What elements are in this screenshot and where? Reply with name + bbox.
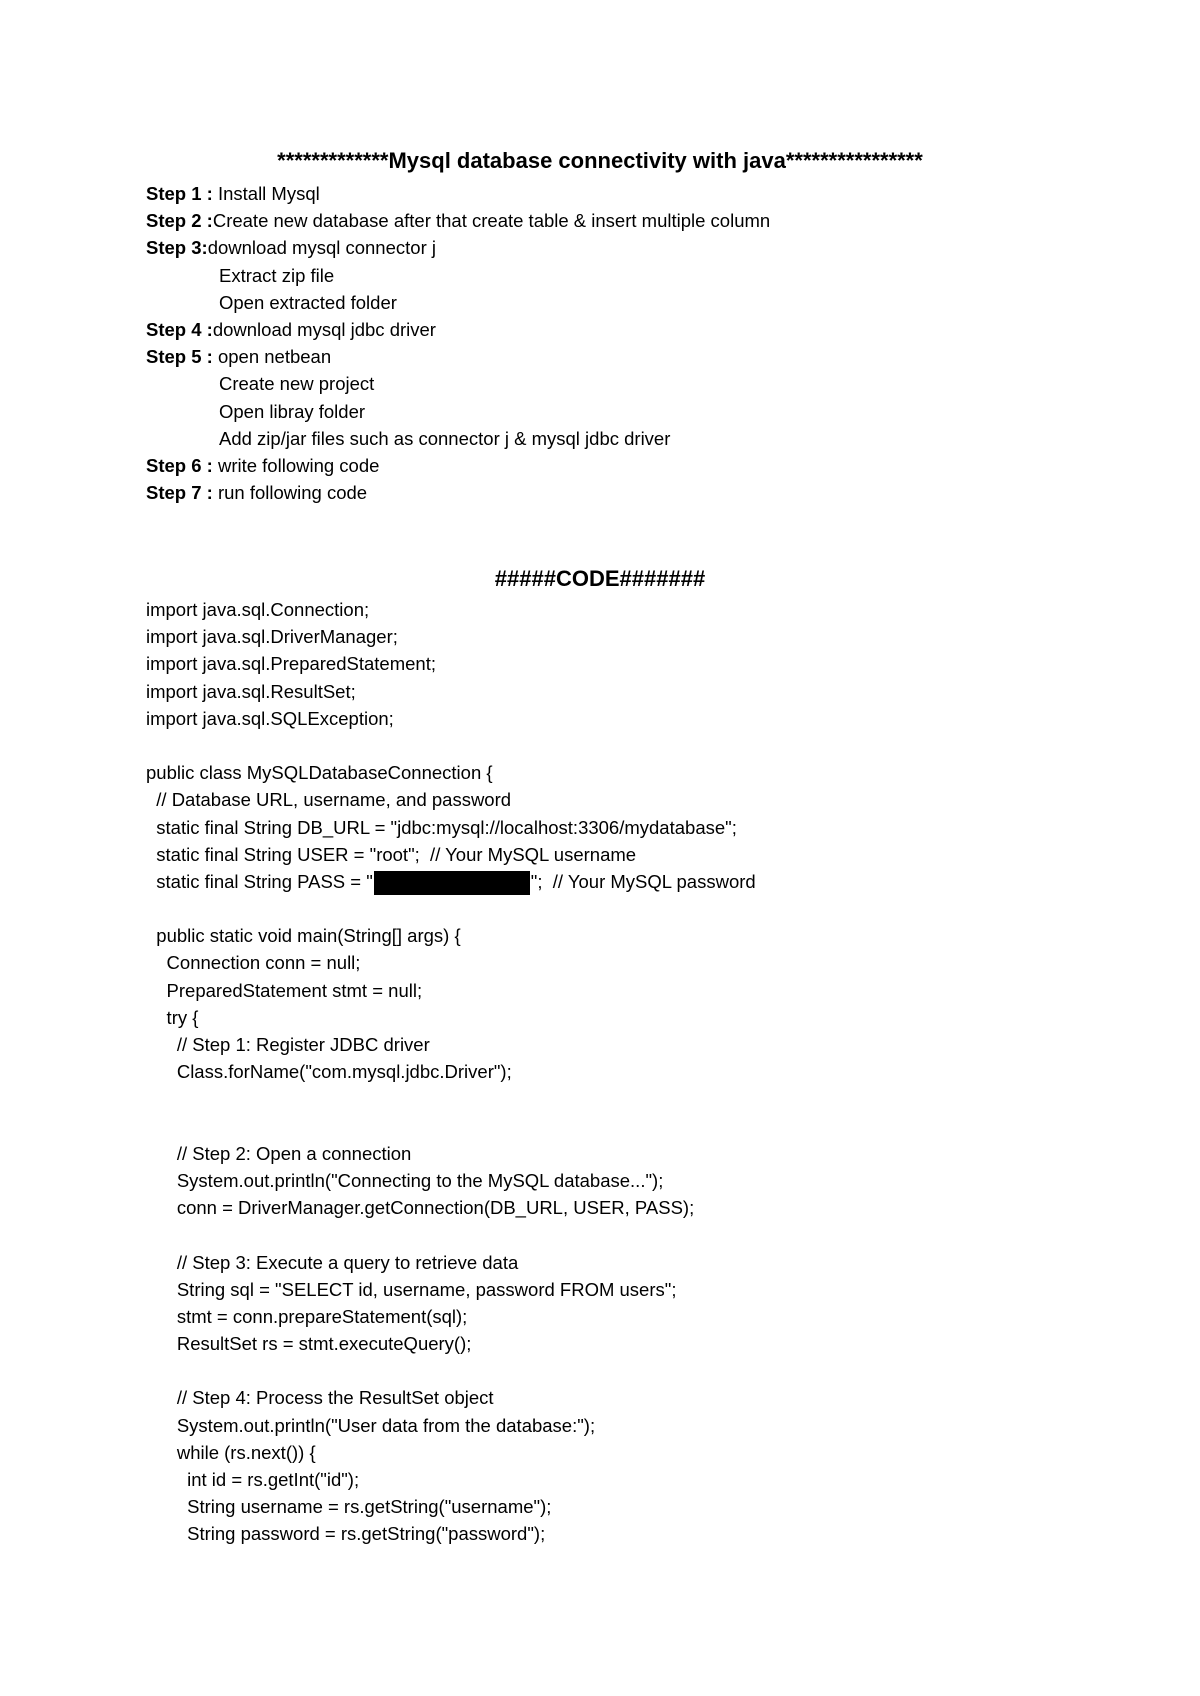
step-label: Step 2 : xyxy=(146,210,213,232)
code-line: import java.sql.DriverManager; xyxy=(146,626,398,648)
code-line xyxy=(146,1221,1166,1248)
code-line: // Step 1: Register JDBC driver xyxy=(146,1034,430,1055)
step-subitem: Open extracted folder xyxy=(219,291,397,313)
code-line: try { xyxy=(146,1006,199,1028)
code-heading: #####CODE####### xyxy=(494,566,706,591)
step-text: download mysql connector j xyxy=(207,237,436,259)
code-line: Class.forName("com.mysql.jdbc.Driver"); xyxy=(146,1061,512,1083)
step-text: open netbean xyxy=(212,346,332,368)
code-line: conn = DriverManager.getConnection(DB_URL, USER, PASS); xyxy=(146,1197,695,1219)
step-label: Step 4 : xyxy=(146,318,213,340)
document-title: *************Mysql database connectivity with java**************** xyxy=(277,148,923,173)
step-item xyxy=(146,343,1146,370)
steps-list xyxy=(146,180,1146,506)
code-line: int id = rs.getInt("id"); xyxy=(146,1469,360,1490)
step-item xyxy=(146,207,1146,234)
code-line: import java.sql.ResultSet; xyxy=(146,680,356,702)
step-item xyxy=(146,316,1146,343)
code-line xyxy=(146,1357,1166,1384)
step-label: Step 1 : xyxy=(146,183,213,204)
code-line: ResultSet rs = stmt.executeQuery(); xyxy=(146,1333,472,1355)
code-line: public class MySQLDatabaseConnection { xyxy=(146,762,493,784)
code-line: while (rs.next()) { xyxy=(146,1441,316,1463)
code-line: // Step 2: Open a connection xyxy=(146,1142,412,1164)
code-line: // Step 3: Execute a query to retrieve data xyxy=(146,1251,519,1273)
code-line: // Database URL, username, and password xyxy=(146,789,512,811)
step-item xyxy=(146,452,1146,479)
step-text: run following code xyxy=(212,482,368,504)
step-label: Step 5 : xyxy=(146,346,213,368)
code-text: static final String PASS = " xyxy=(146,870,373,892)
code-block xyxy=(146,596,1166,1548)
code-line: static final String DB_URL = "jdbc:mysql://localhost:3306/mydatabase"; xyxy=(146,816,737,838)
code-line: String sql = "SELECT id, username, password FROM users"; xyxy=(146,1278,677,1300)
step-text: download mysql jdbc driver xyxy=(212,318,436,340)
code-line xyxy=(146,895,1166,922)
step-item xyxy=(146,479,1146,506)
code-line xyxy=(146,1113,1166,1140)
code-line: import java.sql.PreparedStatement; xyxy=(146,653,436,675)
code-line: String username = rs.getString("username"); xyxy=(146,1496,552,1518)
step-subitem: Add zip/jar files such as connector j & mysql jdbc driver xyxy=(219,427,671,449)
step-text: Install Mysql xyxy=(212,183,320,204)
code-line: public static void main(String[] args) { xyxy=(146,925,461,947)
step-label: Step 3: xyxy=(146,237,208,259)
code-text: "; // Your MySQL password xyxy=(530,870,756,892)
step-label: Step 6 : xyxy=(146,454,213,476)
step-subitem: Create new project xyxy=(219,373,375,395)
code-line: import java.sql.SQLException; xyxy=(146,707,394,729)
step-label: Step 7 : xyxy=(146,482,213,504)
step-item xyxy=(146,180,1146,207)
step-item xyxy=(146,234,1146,261)
code-line: import java.sql.Connection; xyxy=(146,599,370,620)
code-line: Connection conn = null; xyxy=(146,952,361,974)
step-subitem: Open libray folder xyxy=(219,400,366,422)
step-text: write following code xyxy=(212,454,380,476)
code-line: stmt = conn.prepareStatement(sql); xyxy=(146,1305,468,1327)
redaction-box xyxy=(374,871,530,895)
step-text: Create new database after that create table & insert multiple column xyxy=(212,210,771,232)
code-line: // Step 4: Process the ResultSet object xyxy=(146,1387,494,1409)
code-line: static final String USER = "root"; // Your MySQL username xyxy=(146,843,637,865)
code-line xyxy=(146,868,1166,895)
code-line: PreparedStatement stmt = null; xyxy=(146,979,423,1001)
code-line: System.out.println("Connecting to the MySQL database..."); xyxy=(146,1169,664,1191)
step-subitem: Extract zip file xyxy=(219,264,335,286)
code-line: String password = rs.getString("password"); xyxy=(146,1523,546,1545)
code-line: System.out.println("User data from the database:"); xyxy=(146,1414,596,1436)
code-line xyxy=(146,732,1166,759)
code-line xyxy=(146,1085,1166,1112)
